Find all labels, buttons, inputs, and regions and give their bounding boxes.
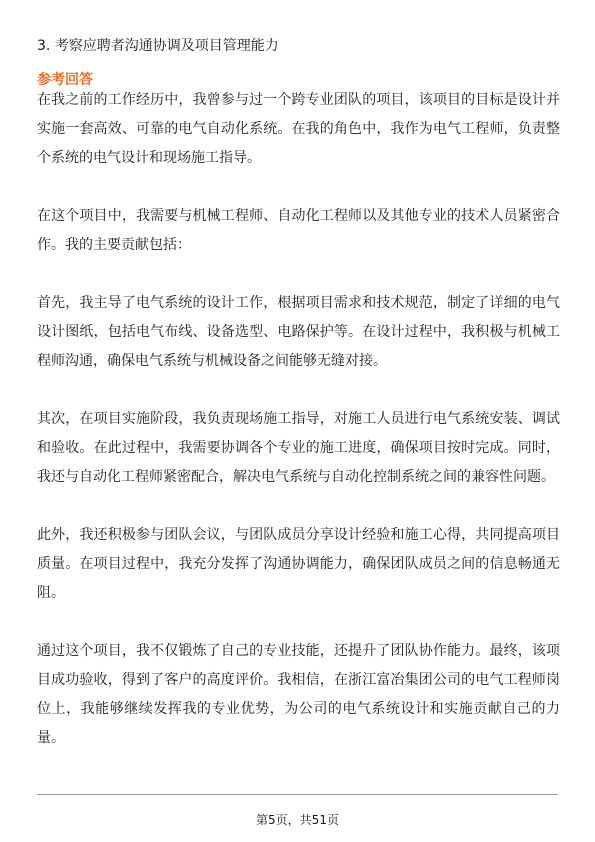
answer-paragraph: 通过这个项目，我不仅锻炼了自己的专业技能，还提升了团队协作能力。最终，该项目成功验收，得到了客户的高度评价。我相信，在浙江富冶集团公司的电气工程师岗位上，我能够继续发挥我的专业优势，为公司的电气系统设计和实施贡献自己的力量。 [37,643,560,746]
answer-paragraph: 在我之前的工作经历中，我曾参与过一个跨专业团队的项目，该项目的目标是设计并实施一套高效、可靠的电气自动化系统。在我的角色中，我作为电气工程师，负责整个系统的电气设计和现场施工指导。 [37,92,560,166]
answer-paragraph: 其次，在项目实施阶段，我负责现场施工指导，对施工人员进行电气系统安装、调试和验收。在此过程中，我需要协调各个专业的施工进度，确保项目按时完成。同时，我还与自动化工程师紧密配合，解决电气系统与自动化控制系统之间的兼容性问题。 [37,411,560,485]
footer-divider [37,794,558,795]
answer-paragraph: 此外，我还积极参与团队会议，与团队成员分享设计经验和施工心得，共同提高项目质量。在项目过程中，我充分发挥了沟通协调能力，确保团队成员之间的信息畅通无阻。 [37,527,560,601]
page-content [37,36,560,753]
answer-paragraph: 首先，我主导了电气系统的设计工作，根据项目需求和技术规范，制定了详细的电气设计图纸，包括电气布线、设备选型、电路保护等。在设计过程中，我积极与机械工程师沟通，确保电气系统与机械设备之间能够无缝对接。 [37,295,560,369]
page-number: 第5页，共51页 [256,813,339,827]
answer-paragraph: 在这个项目中，我需要与机械工程师、自动化工程师以及其他专业的技术人员紧密合作。我的主要贡献包括： [37,208,560,253]
answer-label: 参考回答 [37,72,93,88]
question-heading: 3. 考察应聘者沟通协调及项目管理能力 [37,38,279,54]
